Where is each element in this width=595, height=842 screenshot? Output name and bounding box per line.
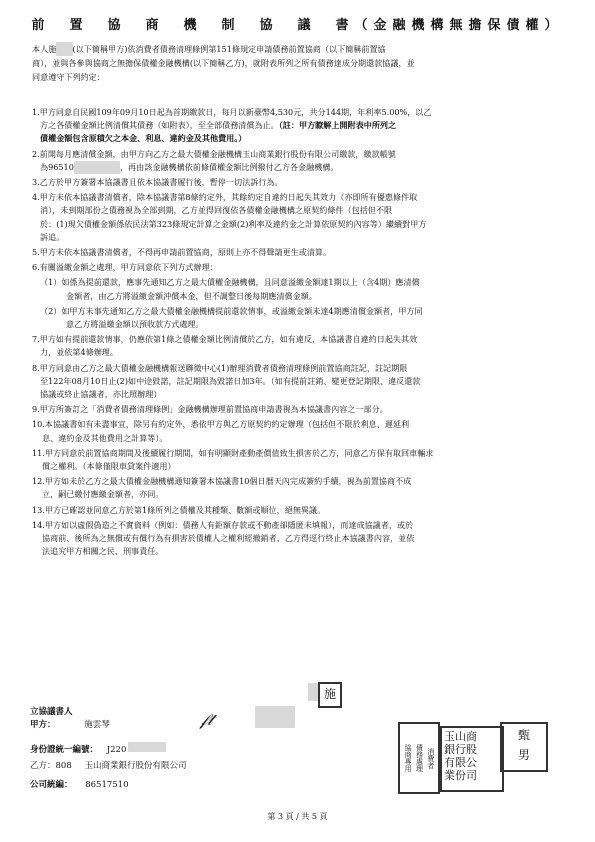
intro-paragraph bbox=[32, 42, 577, 84]
clause-line: 10.本協議書如有未盡事宜，除另有約定外，悉依甲方與乙方原契約約定辦理（包括但不限於利息、遲延利 bbox=[32, 419, 410, 430]
id-value: J220 bbox=[106, 745, 127, 755]
signatory-heading: 立協議書人 bbox=[30, 707, 73, 717]
clause-11 bbox=[32, 447, 580, 473]
clause-10 bbox=[32, 418, 580, 444]
clause-line: 2.前開每月應清償金額，由甲方向乙方之最大債權金融機構玉山商業銀行股份有限公司繳款，繳款帳號 bbox=[32, 148, 396, 159]
clause-6-1 bbox=[32, 276, 580, 302]
seal-text: 業份司 bbox=[444, 769, 477, 782]
clause-line: 14.甲方如以虛假偽造之不實資料（例如：債務人有鉅額存款或不動產卻隱匿未填報），而達成協議者，或於 bbox=[32, 519, 414, 530]
clause-3 bbox=[32, 176, 580, 189]
party-b-name: 玉山商業銀行股份有限公司 bbox=[84, 761, 187, 771]
consumer-debt-seal bbox=[398, 722, 440, 794]
clause-line: 力，並依第4條辦理。 bbox=[40, 347, 118, 358]
clause-9 bbox=[32, 403, 580, 416]
redacted-id bbox=[128, 742, 166, 752]
clause-line: 意乙方將溢繳金額以預收款方式處理。 bbox=[66, 319, 204, 330]
clause-line: 於：(1)現欠債權金額係依民法第323條規定計算之金額(2)利率及違約金之計算依原契約內容等）繼續對甲方 bbox=[40, 218, 427, 229]
redacted-name bbox=[56, 42, 72, 56]
clause-line: 13.甲方已確認並同意乙方於第1條所列之債權及其種類、數額或順位，絕無異議。 bbox=[32, 504, 326, 515]
clause-line: 方之各債權金額比例清償其債務（如附表），至全部債務清償為止。 bbox=[40, 120, 279, 131]
clause-line: （2）如甲方未事先通知乙方之最大債權金融機構提前還款情事，或溢繳金額未達4期應清償金額者，甲方同 bbox=[40, 305, 423, 316]
clause-line: 償之權利。（本條僅限車貸案件適用） bbox=[42, 461, 176, 472]
id-row bbox=[30, 742, 166, 755]
personal-seal: 施 bbox=[318, 682, 342, 708]
seal-text: 協商專用 bbox=[404, 744, 413, 772]
clause-2 bbox=[32, 148, 580, 174]
clause-4 bbox=[32, 191, 580, 244]
clause-line: 5.甲方未依本協議書清償者，不得再申請前置協商，原則上亦不得聲請更生或清算。 bbox=[32, 247, 332, 258]
clause-line: 1.甲方同意自民國109年09月10日起為首期繳款日，每月以新臺幣4,530元，共分144期，年利率5.00%，以乙 bbox=[32, 107, 432, 117]
clause-8 bbox=[32, 362, 580, 402]
seal-text: 甄 bbox=[517, 728, 530, 742]
clause-line: 4.甲方未依本協議書清償者，除本協議書第8條約定外，其餘約定自違約日起失其效力（亦即所有優惠條件取 bbox=[32, 192, 418, 203]
clause-line: 7.甲方如有提前還款情事，仍應依第1條之債權金額比例清償於乙方，如有違反，本協議書自違約日起失其效 bbox=[32, 334, 418, 345]
page-number: 第 3 頁 / 共 5 頁 bbox=[267, 812, 328, 821]
clause-line: 息、違約金及其他費用之計算等）。 bbox=[42, 432, 168, 443]
clause-line: 立，嗣已繳付應繳金額者，亦同。 bbox=[42, 489, 164, 500]
clause-line: 6.有關溢繳金額之處理，甲方同意依下列方式辦理： bbox=[32, 262, 218, 273]
clause-line: 法追究甲方相關之民、刑事責任。 bbox=[42, 546, 164, 557]
seal-text: 債務處理 bbox=[415, 744, 424, 772]
clause-list bbox=[32, 106, 580, 561]
redacted-seal bbox=[308, 683, 318, 701]
party-a-label: 甲方： bbox=[30, 720, 56, 730]
party-a-name: 施雲琴 bbox=[84, 720, 110, 730]
clause-line: （1）如係為提前還款，應事先通知乙方之最大債權金融機構，且同意溢繳金額達1期以上（含4期）應清償 bbox=[40, 277, 420, 288]
clause-line: 金額者，由乙方將溢繳金額沖償本金，但不調整日後每期應清償金額。 bbox=[66, 290, 317, 301]
clause-line: 消），未到期部份之債務視為全部到期，乙方並得回復依各債權金融機構之原契約條件（包括但不限 bbox=[40, 205, 393, 216]
clause-line: 訴追。 bbox=[40, 231, 65, 242]
clause-line: 協議或終止協議者，亦比照辦理） bbox=[40, 389, 162, 400]
clause-13 bbox=[32, 504, 580, 517]
clause-5 bbox=[32, 246, 580, 259]
seal-text: 男 bbox=[517, 748, 530, 762]
document-title: 前 置 協 商 機 制 協 議 書（金融機構無擔保債權） bbox=[31, 18, 564, 33]
id-label: 身份證統一編號： bbox=[30, 745, 99, 755]
clause-6 bbox=[32, 261, 580, 274]
clause-line: 8.甲方同意由乙方之最大債權金融機構報送聯徵中心(1)辦理消費者債務清理條例前置協商註記，註記期限 bbox=[32, 362, 408, 373]
clause-1 bbox=[32, 106, 580, 146]
clause-line: 至122年08月10日止(2)如中途毀諾，註記期限為毀諾日加3年。（如有提前註銷、變更登記期限、違反還款 bbox=[40, 375, 421, 386]
redacted-account bbox=[74, 161, 120, 174]
seal-text: 銀行股 bbox=[444, 743, 477, 756]
clause-note: 債權金額包含原積欠之本金、利息、違約金及其他費用。） bbox=[40, 133, 247, 144]
redacted-signature bbox=[255, 706, 295, 728]
party-b-label: 乙方：808 bbox=[30, 761, 72, 771]
clause-line: 12.甲方如未於乙方之最大債權金融機構通知簽署本協議書10個日曆天內完成簽約手續，視為前置協商不成 bbox=[32, 476, 412, 487]
clause-line: 9.甲方所簽訂之「消費者債務清理條例」金融機構辦理前置協商申請書視為本協議書內容之一部分。 bbox=[32, 404, 388, 415]
clause-line: ，再由該金融機構依前條債權金額比例撥付乙方各金融機構。 bbox=[119, 161, 339, 172]
clause-line: 為96510 bbox=[40, 161, 74, 172]
party-a-row bbox=[30, 718, 110, 730]
company-id-row bbox=[30, 778, 128, 790]
clause-14 bbox=[32, 519, 580, 559]
bank-rep-seal bbox=[500, 722, 548, 772]
clause-6-2 bbox=[32, 305, 580, 331]
clause-7 bbox=[32, 333, 580, 359]
seal-text: 有限公 bbox=[444, 756, 477, 769]
bank-company-seal bbox=[440, 726, 504, 792]
party-b-row bbox=[30, 759, 186, 771]
clause-line: 11.甲方同意於前置協商期間及後續履行期間，如有明顯財產動產價值致生損害於乙方，同意乙方保有取回車輛求 bbox=[32, 447, 434, 458]
intro-text: 本人施 bbox=[32, 44, 57, 54]
company-id-value: 86517510 bbox=[85, 780, 129, 790]
intro-text: 商），並與各參與協商之無擔保債權金融機構(以下簡稱乙方)，就附表所列之所有債務達成分期還款協議，並 bbox=[32, 58, 415, 68]
intro-text: (以下簡稱甲方)依消費者債務清理條例第151條規定申請債務前置協商（以下簡稱前置協 bbox=[72, 44, 386, 54]
clause-line: 協商前、後所為之無償或有償行為有損害於債權人之權利經撤銷者，乙方得逕行終止本協議書內容，並依 bbox=[42, 533, 415, 544]
clause-line: 3.乙方於甲方簽署本協議書且依本協議書履行後，暫停一切法訴行為。 bbox=[32, 177, 283, 188]
clause-12 bbox=[32, 475, 580, 501]
seal-text: 玉山商 bbox=[444, 730, 477, 743]
handwritten-signature: 𝒻𝓉 bbox=[200, 710, 213, 729]
intro-text: 同意遵守下列約定： bbox=[32, 72, 105, 82]
clause-note: （註：甲方瞭解上開附表中所列之 bbox=[278, 120, 397, 131]
company-id-label: 公司統編： bbox=[30, 780, 73, 790]
seal-text: 消費者 bbox=[426, 747, 435, 769]
